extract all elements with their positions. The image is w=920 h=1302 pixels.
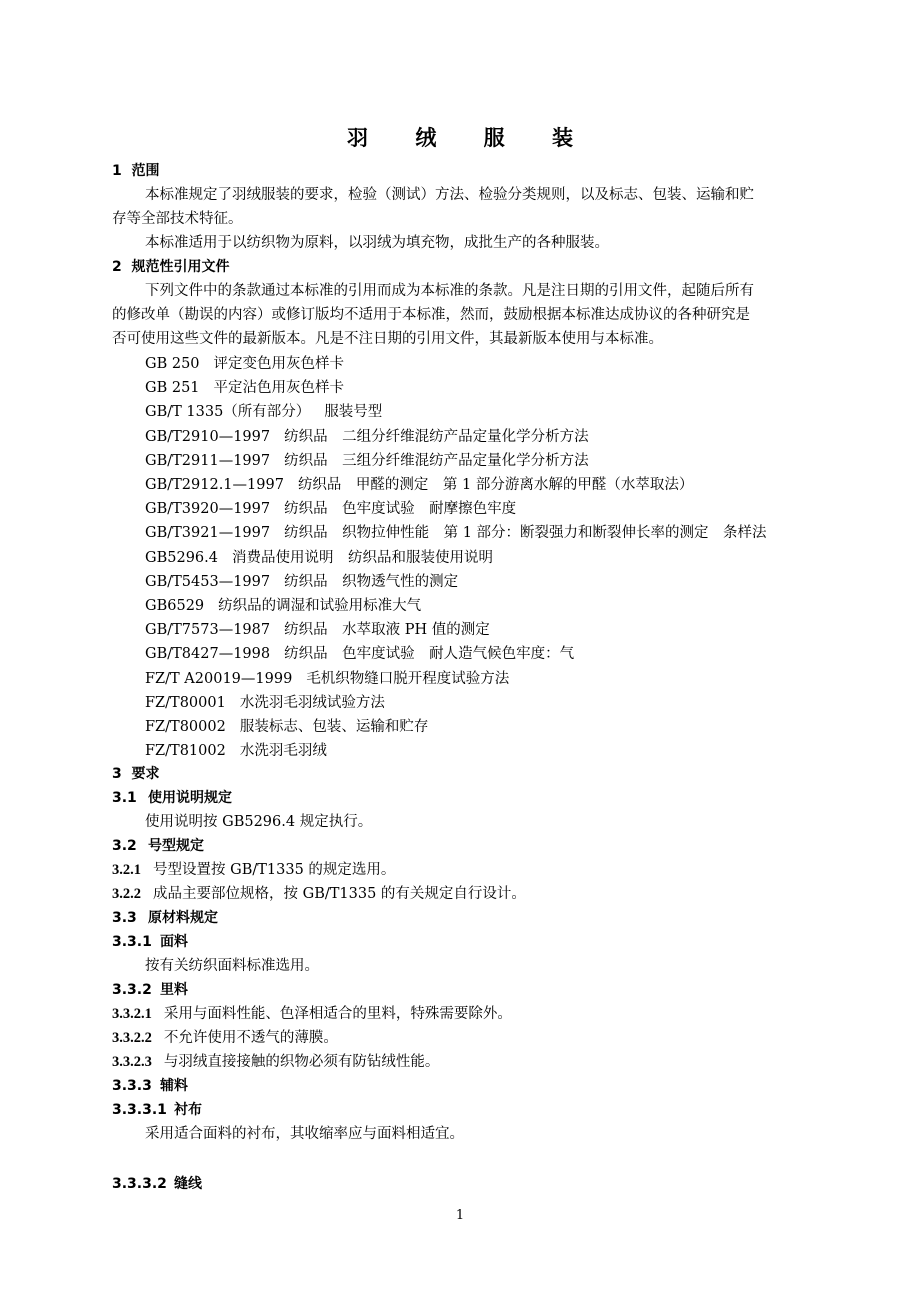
reference-title: 纺织品 织物拉伸性能 第 1 部分：断裂强力和断裂伸长率的测定 条样法: [284, 525, 767, 541]
reference-item: [145, 693, 385, 713]
section-1-para-2: 本标准适用于以纺织物为原料，以羽绒为填充物，成批生产的各种服装。: [145, 235, 609, 251]
section-1-para-1-line-1: 本标准规定了羽绒服装的要求，检验（测试）方法、检验分类规则，以及标志、包装、运输和贮: [145, 187, 754, 203]
document-title: 羽 绒 服 装: [347, 126, 593, 150]
reference-item: [145, 669, 509, 689]
reference-code: GB/T2910—1997: [145, 429, 271, 445]
reference-title: 纺织品的调湿和试验用标准大气: [218, 598, 422, 614]
reference-code: GB6529: [145, 598, 205, 614]
section-2-para-line-1: 下列文件中的条款通过本标准的引用而成为本标准的条款。凡是注日期的引用文件，起随后所有: [145, 283, 754, 299]
reference-title: 纺织品 甲醛的测定 第 1 部分游离水解的甲醛（水萃取法）: [297, 477, 694, 493]
reference-code: FZ/T80001: [145, 695, 226, 711]
section-3-3-3-1-para: 采用适合面料的衬布，其收缩率应与面料相适宜。: [145, 1126, 464, 1142]
section-3-3-2-3: 3.3.2.3 与羽绒直接接触的织物必须有防钻绒性能。: [112, 1054, 440, 1070]
reference-code: FZ/T80002: [145, 719, 226, 735]
section-3-3-heading: 3.3 原材料规定: [112, 910, 218, 926]
section-2-para-line-2: 的修改单（勘误的内容）或修订版均不适用于本标准，然而，鼓励根据本标准达成协议的各种研究是: [112, 307, 750, 323]
reference-title: 服装标志、包装、运输和贮存: [239, 719, 429, 735]
reference-title: 毛机织物缝口脱开程度试验方法: [306, 671, 510, 687]
reference-title: 服装号型: [324, 404, 383, 420]
section-3-3-3-1-heading: 3.3.3.1 衬布: [112, 1102, 202, 1118]
reference-item: [145, 475, 693, 495]
section-3-3-3-2-heading: 3.3.3.2 缝线: [112, 1176, 202, 1192]
section-1-heading: 1 范围: [112, 163, 160, 179]
section-3-2-heading: 3.2 号型规定: [112, 838, 204, 854]
reference-code: FZ/T81002: [145, 743, 226, 759]
reference-item: [145, 523, 767, 543]
section-3-1-heading: 3.1 使用说明规定: [112, 790, 232, 806]
section-3-3-1-para: 按有关纺织面料标准选用。: [145, 958, 319, 974]
reference-item: [145, 596, 421, 616]
reference-code: GB 251: [145, 380, 200, 396]
section-3-2-2: 3.2.2 成品主要部位规格，按 GB/T1335 的有关规定自行设计。: [112, 886, 526, 902]
reference-title: 水洗羽毛羽绒: [239, 743, 327, 759]
reference-item: [145, 354, 344, 374]
reference-code: GB/T2912.1—1997: [145, 477, 284, 493]
reference-item: [145, 717, 428, 737]
reference-code: GB/T 1335（所有部分）: [145, 404, 311, 420]
reference-code: GB/T8427—1998: [145, 646, 271, 662]
reference-code: GB 250: [145, 356, 200, 372]
reference-item: [145, 572, 458, 592]
reference-item: [145, 499, 516, 519]
section-3-3-2-2: 3.3.2.2 不允许使用不透气的薄膜。: [112, 1030, 338, 1046]
reference-title: 纺织品 色牢度试验 耐人造气候色牢度：气: [284, 646, 575, 662]
reference-title: 消费品使用说明 纺织品和服装使用说明: [231, 550, 493, 566]
reference-item: [145, 741, 327, 761]
reference-item: [145, 378, 344, 398]
reference-code: GB/T5453—1997: [145, 574, 271, 590]
reference-title: 纺织品 二组分纤维混纺产品定量化学分析方法: [284, 429, 589, 445]
section-3-3-3-heading: 3.3.3 辅料: [112, 1078, 188, 1094]
section-1-para-1-line-2: 存等全部技术特征。: [112, 211, 243, 227]
section-3-heading: 3 要求: [112, 766, 160, 782]
section-3-1-para: 使用说明按 GB5296.4 规定执行。: [145, 814, 373, 830]
section-3-2-1: 3.2.1 号型设置按 GB/T1335 的规定选用。: [112, 862, 396, 878]
reference-item: [145, 548, 493, 568]
reference-item: [145, 644, 574, 664]
reference-title: 纺织品 织物透气性的测定: [284, 574, 459, 590]
section-2-para-line-3: 否可使用这些文件的最新版本。凡是不注日期的引用文件，其最新版本使用与本标准。: [112, 331, 663, 347]
reference-code: GB/T2911—1997: [145, 453, 271, 469]
reference-code: FZ/T A20019—1999: [145, 671, 293, 687]
section-2-heading: 2 规范性引用文件: [112, 259, 230, 275]
reference-title: 纺织品 三组分纤维混纺产品定量化学分析方法: [284, 453, 589, 469]
page-number: 1: [455, 1208, 465, 1223]
reference-title: 水洗羽毛羽绒试验方法: [239, 695, 385, 711]
reference-item: [145, 620, 490, 640]
section-3-3-1-heading: 3.3.1 面料: [112, 934, 188, 950]
reference-code: GB/T3920—1997: [145, 501, 271, 517]
reference-item: [145, 451, 589, 471]
reference-item: [145, 402, 382, 422]
reference-title: 平定沾色用灰色样卡: [213, 380, 345, 396]
section-3-3-2-1: 3.3.2.1 采用与面料性能、色泽相适合的里料，特殊需要除外。: [112, 1006, 512, 1022]
reference-code: GB/T7573—1987: [145, 622, 271, 638]
reference-code: GB5296.4: [145, 550, 218, 566]
reference-title: 纺织品 色牢度试验 耐摩擦色牢度: [284, 501, 517, 517]
reference-item: [145, 427, 589, 447]
reference-code: GB/T3921—1997: [145, 525, 271, 541]
section-3-3-2-heading: 3.3.2 里料: [112, 982, 188, 998]
reference-title: 纺织品 水萃取液 PH 值的测定: [284, 622, 490, 638]
reference-title: 评定变色用灰色样卡: [213, 356, 345, 372]
